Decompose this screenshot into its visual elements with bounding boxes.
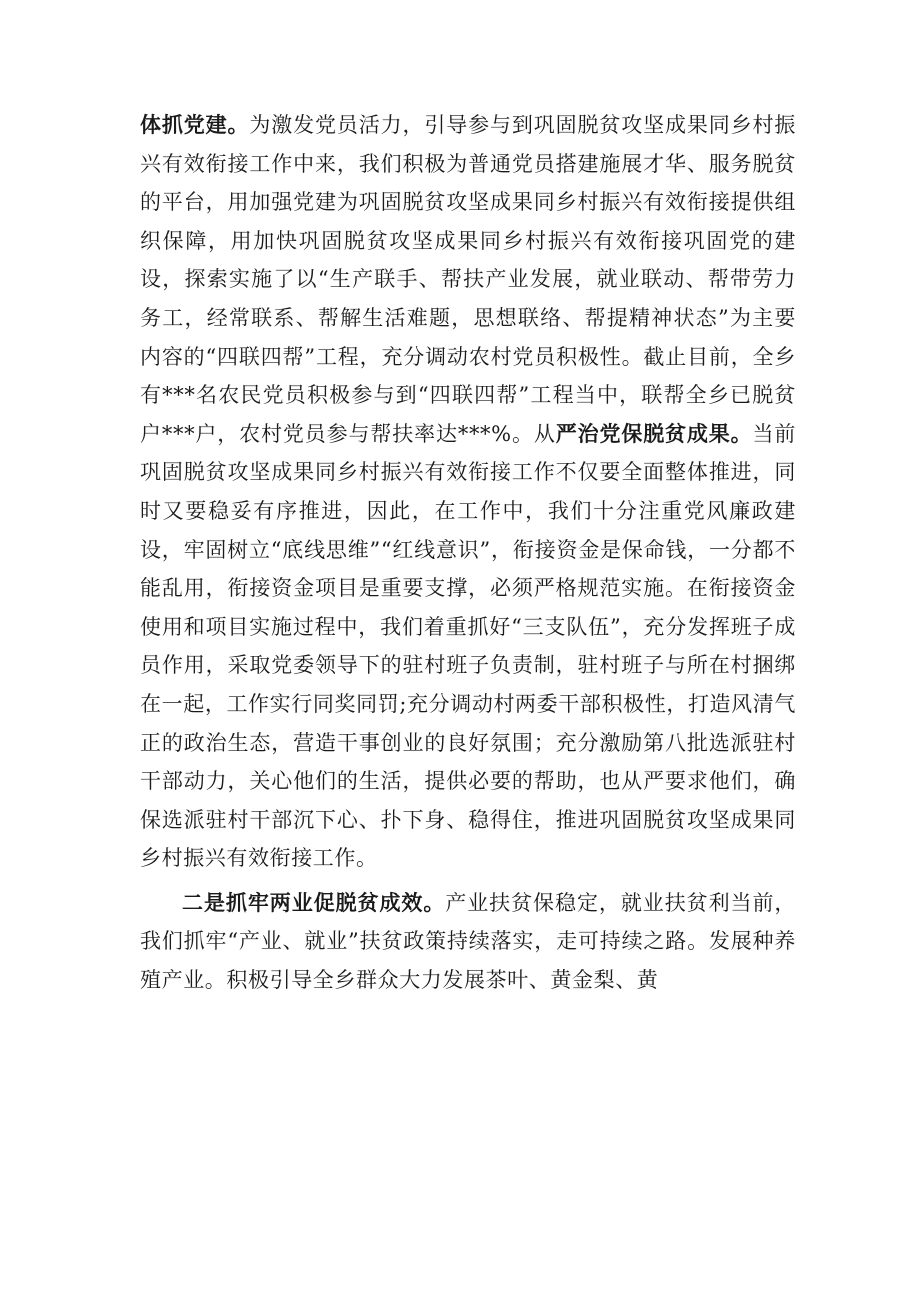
document-body [140, 106, 796, 1000]
heading-run: 严治党保脱贫成果。 [555, 420, 753, 446]
heading-run: 体抓党建。 [140, 112, 250, 137]
body-run: 产业扶贫保稳定，就业扶贫利当前，我们抓牢“产业、就业”扶贫政策持续落实，走可持续之路。发展种养殖产业。积极引导全乡群众大力发展茶叶、黄金梨、黄 [140, 890, 796, 993]
body-run: 当前巩固脱贫攻坚成果同乡村振兴有效衔接工作不仅要全面整体推进，同时又要稳妥有序推进，因此，在工作中，我们十分注重党风廉政建设，牢固树立“底线思维”“红线意识”，衔接资金是保命钱，一分都不能乱用，衔接资金项目是重要支撑，必须严格规范实施。在衔接资金使用和项目实施过程中，我们着重抓好“三支队伍”，充分发挥班子成员作用，采取党委领导下的驻村班子负责制，驻村班子与所在村捆绑在一起，工作实行同奖同罚;充分调动村两委干部积极性，打造风清气正的政治生态，营造干事创业的良好氛围；充分激励第八批选派驻村干部动力，关心他们的生活，提供必要的帮助，也从严要求他们，确保选派驻村干部沉下心、扑下身、稳得住，推进巩固脱贫攻坚成果同乡村振兴有效衔接工作。 [140, 421, 796, 871]
paragraph-two-industries [140, 884, 796, 1000]
heading-run: 二是抓牢两业促脱贫成效。 [182, 889, 446, 915]
body-run: 为激发党员活力，引导参与到巩固脱贫攻坚成果同乡村振兴有效衔接工作中来，我们积极为普通党员搭建施展才华、服务脱贫的平台，用加强党建为巩固脱贫攻坚成果同乡村振兴有效衔接提供组织保障，用加快巩固脱贫攻坚成果同乡村振兴有效衔接巩固党的建设，探索实施了以“生产联手、帮扶产业发展，就业联动、帮带劳力务工，经常联系、帮解生活难题，思想联络、帮提精神状态”为主要内容的“四联四帮”工程，充分调动农村党员积极性。截止目前，全乡有***名农民党员积极参与到“四联四帮”工程当中，联帮全乡已脱贫户***户，农村党员参与帮扶率达***%。从 [140, 113, 797, 446]
paragraph-party-building [140, 106, 796, 878]
